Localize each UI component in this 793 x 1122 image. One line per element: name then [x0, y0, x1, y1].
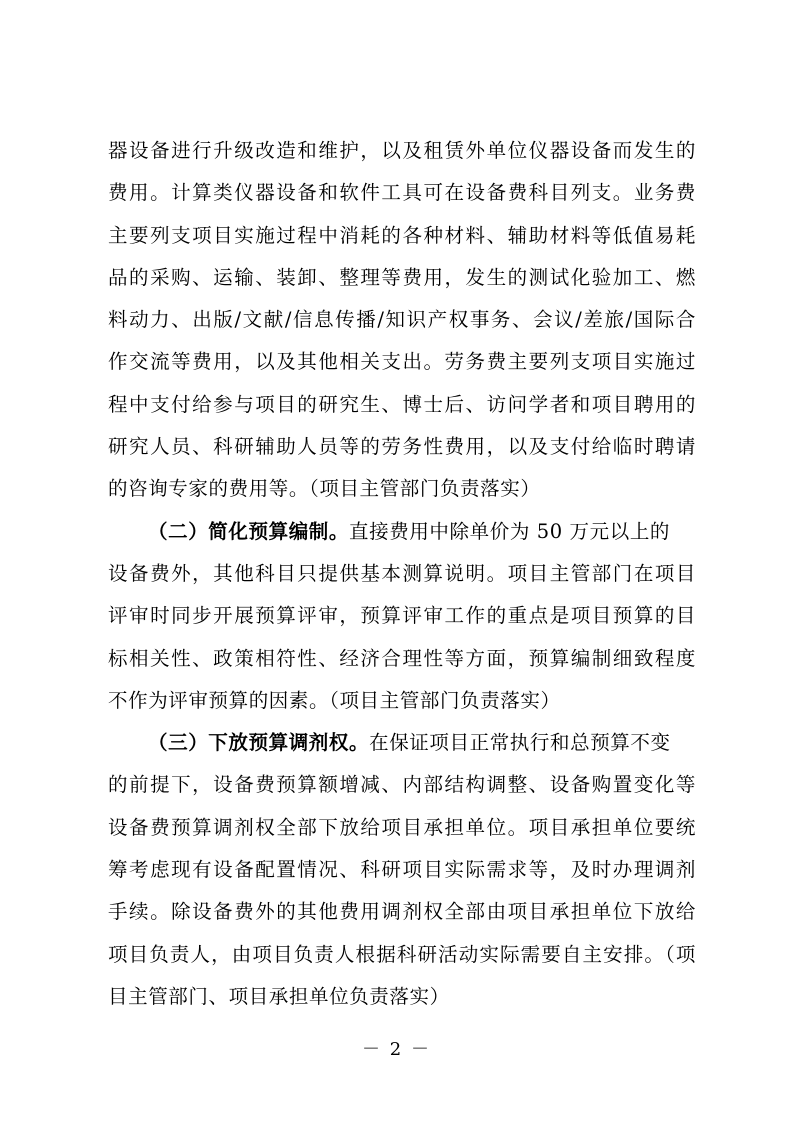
paragraph-3-line-3: 设备费预算调剂权全部下放给项目承担单位。项目承担单位要统 — [108, 815, 696, 839]
paragraph-3-line-7: 目主管部门、项目承担单位负责落实） — [108, 984, 450, 1008]
paragraph-2-line-4: 标相关性、政策相符性、经济合理性等方面，预算编制细致程度 — [108, 646, 696, 670]
paragraph-2-first-line — [108, 511, 696, 553]
paragraph-1-line-2: 费用。计算类仪器设备和软件工具可在设备费科目列支。业务费 — [108, 181, 696, 205]
paragraph-1-line-6: 作交流等费用，以及其他相关支出。劳务费主要列支项目实施过 — [108, 350, 696, 374]
paragraph-1-line-8: 研究人员、科研辅助人员等的劳务性费用，以及支付给临时聘请 — [108, 435, 696, 459]
paragraph-3-line-5: 手续。除设备费外的其他费用调剂权全部由项目承担单位下放给 — [108, 900, 696, 924]
section-heading-2: （二）简化预算编制。 — [148, 519, 350, 543]
paragraph-3-first-line-text: 在保证项目正常执行和总预算不变 — [369, 731, 671, 755]
paragraph-3-first-line — [108, 722, 696, 764]
paragraph-3-line-4: 筹考虑现有设备配置情况、科研项目实际需求等，及时办理调剂 — [108, 858, 696, 882]
paragraph-2-line-2: 设备费外，其他科目只提供基本测算说明。项目主管部门在项目 — [108, 561, 696, 585]
page-number: － 2 － — [362, 1039, 431, 1060]
paragraph-2-first-line-text: 直接费用中除单价为 50 万元以上的 — [349, 519, 671, 543]
paragraph-1-line-4: 品的采购、运输、装卸、整理等费用，发生的测试化验加工、燃 — [108, 265, 696, 289]
paragraph-1-line-5: 料动力、出版/文献/信息传播/知识产权事务、会议/差旅/国际合 — [108, 308, 696, 332]
paragraph-1-line-7: 程中支付给参与项目的研究生、博士后、访问学者和项目聘用的 — [108, 392, 696, 416]
body-text — [108, 130, 696, 1018]
paragraph-1-line-1: 器设备进行升级改造和维护，以及租赁外单位仪器设备而发生的 — [108, 139, 696, 162]
paragraph-3-line-2: 的前提下，设备费预算额增减、内部结构调整、设备购置变化等 — [108, 773, 696, 797]
paragraph-2-line-5: 不作为评审预算的因素。（项目主管部门负责落实） — [108, 688, 561, 712]
paragraph-1-line-3: 主要列支项目实施过程中消耗的各种材料、辅助材料等低值易耗 — [108, 223, 696, 247]
paragraph-1-line-9: 的咨询专家的费用等。（项目主管部门负责落实） — [108, 477, 541, 501]
paragraph-2-line-3: 评审时同步开展预算评审，预算评审工作的重点是项目预算的目 — [108, 604, 696, 628]
section-heading-3: （三）下放预算调剂权。 — [148, 731, 370, 755]
paragraph-3-line-6: 项目负责人，由项目负责人根据科研活动实际需要自主安排。（项 — [108, 942, 696, 966]
